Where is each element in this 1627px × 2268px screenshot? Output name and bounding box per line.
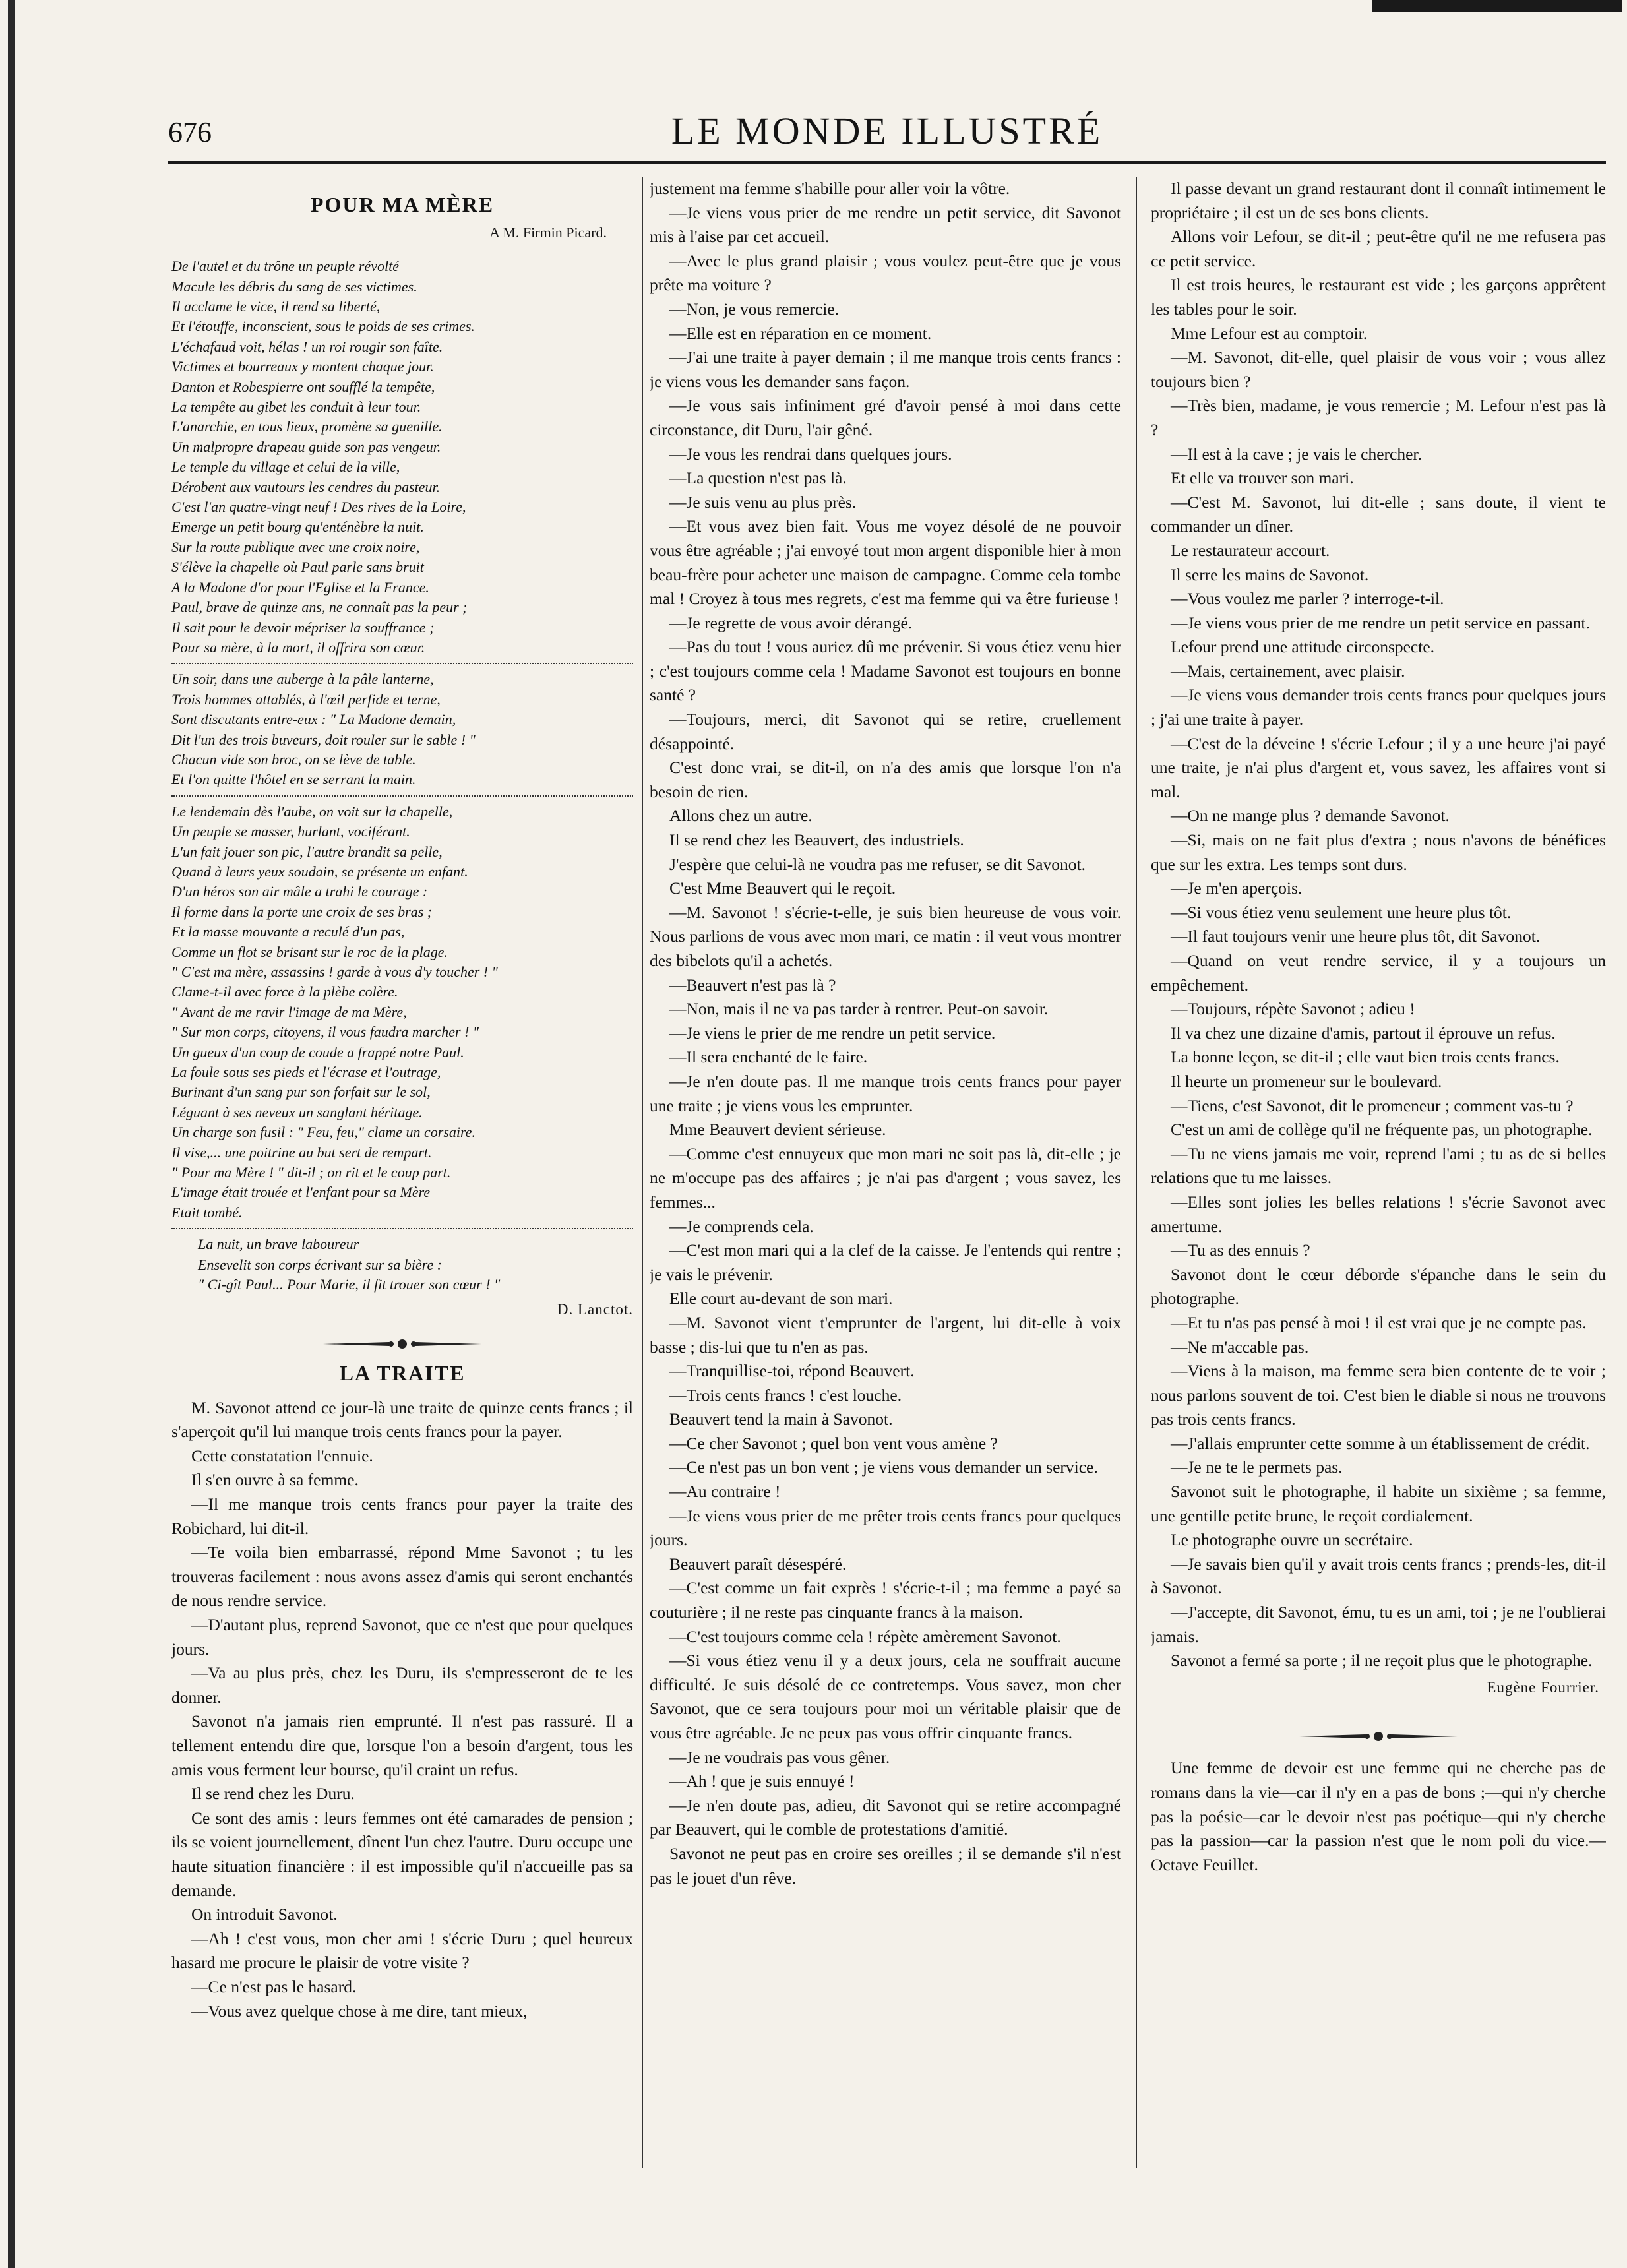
paragraph: —Elle est en réparation en ce moment. bbox=[669, 323, 932, 343]
paragraph: —Je viens vous prier de me prêter trois cents francs pour quelques jours. bbox=[650, 1506, 1121, 1550]
poem-line: Un malpropre drapeau guide son pas vengeur. bbox=[171, 438, 441, 455]
poem-stanza-4 bbox=[171, 1235, 633, 1295]
paragraph: —Il me manque trois cents francs pour payer la traite des Robichard, lui dit-il. bbox=[171, 1494, 633, 1538]
page-number: 676 bbox=[168, 116, 212, 148]
poem-signature: D. Lanctot. bbox=[557, 1301, 633, 1318]
dotted-separator bbox=[171, 795, 633, 797]
paragraph: —Non, mais il ne va pas tarder à rentrer. Peut-on savoir. bbox=[669, 999, 1049, 1019]
poem-line: Il vise,... une poitrine au but sert de rempart. bbox=[171, 1144, 432, 1161]
paragraph: Savonot dont le cœur déborde s'épanche dans le sein du photographe. bbox=[1151, 1264, 1606, 1308]
paragraph: —Ah ! c'est vous, mon cher ami ! s'écrie Duru ; quel heureux hasard me procure le plaisir de votre visite ? bbox=[171, 1928, 633, 1973]
poem-line: Dérobent aux vautours les cendres du pasteur. bbox=[171, 478, 441, 495]
paragraph: C'est un ami de collège qu'il ne fréquente pas, un photographe. bbox=[1171, 1120, 1593, 1140]
poem-line: La nuit, un brave laboureur bbox=[198, 1236, 359, 1253]
paragraph: Il se rend chez les Beauvert, des industriels. bbox=[669, 830, 964, 850]
paragraph: —Je viens le prier de me rendre un petit service. bbox=[669, 1023, 996, 1043]
paragraph: —Toujours, merci, dit Savonot qui se retire, cruellement désappointé. bbox=[650, 710, 1121, 753]
paragraph: —Ce cher Savonot ; quel bon vent vous amène ? bbox=[669, 1433, 998, 1453]
page-left-edge bbox=[8, 0, 15, 2268]
paragraph: —Tiens, c'est Savonot, dit le promeneur ; comment vas-tu ? bbox=[1171, 1095, 1574, 1115]
paragraph: —Si vous étiez venu il y a deux jours, cela ne souffrait aucune difficulté. Je suis désolé de ce contretemps. Vous savez, mon cher Savonot, que ce sera toujours pour moi un véritable plaisir que de vous être agréable. Je ne peux pas vous offrir cinquante francs. bbox=[650, 1651, 1121, 1742]
paragraph: Ce sont des amis : leurs femmes ont été camarades de pension ; ils se voient journellement, dînent l'un chez l'autre. Duru occupe une haute situation financière : il est impossible qu'il n'accueille pas sa demande. bbox=[171, 1808, 633, 1900]
poem-line: " Avant de me ravir l'image de ma Mère, bbox=[171, 1003, 407, 1020]
paragraph: Il serre les mains de Savonot. bbox=[1171, 565, 1369, 584]
paragraph: —Comme c'est ennuyeux que mon mari ne soit pas là, dit-elle ; je ne m'occupe pas des affaires ; je n'ai pas d'argent ; vous savez, les femmes... bbox=[650, 1144, 1121, 1211]
paragraph: —Je savais bien qu'il y avait trois cents francs ; prends-les, dit-il à Savonot. bbox=[1151, 1554, 1606, 1598]
paragraph: —Et tu n'as pas pensé à moi ! il est vrai que je ne compte pas. bbox=[1171, 1312, 1587, 1332]
poem-line: A la Madone d'or pour l'Eglise et la France. bbox=[171, 578, 429, 596]
paragraph: justement ma femme s'habille pour aller voir la vôtre. bbox=[650, 179, 1010, 198]
paragraph: On introduit Savonot. bbox=[191, 1905, 338, 1924]
dotted-separator bbox=[171, 663, 633, 664]
paragraph: —Au contraire ! bbox=[669, 1482, 781, 1502]
paragraph: Lefour prend une attitude circonspecte. bbox=[1171, 637, 1435, 657]
paragraph: —C'est M. Savonot, lui dit-elle ; sans doute, il vient te commander un dîner. bbox=[1151, 492, 1606, 536]
paragraph: —Il sera enchanté de le faire. bbox=[669, 1047, 868, 1067]
poem-dedication: A M. Firmin Picard. bbox=[489, 224, 607, 241]
paragraph: —Il est à la cave ; je vais le chercher. bbox=[1171, 444, 1422, 464]
column-divider bbox=[1136, 177, 1137, 2168]
paragraph: —M. Savonot vient t'emprunter de l'argent, lui dit-elle à voix basse ; dis-lui que tu n'en as pas. bbox=[650, 1312, 1121, 1357]
paragraph: —On ne mange plus ? demande Savonot. bbox=[1171, 806, 1450, 826]
paragraph: —J'allais emprunter cette somme à un établissement de crédit. bbox=[1171, 1433, 1590, 1453]
poem-line: Il acclame le vice, il rend sa liberté, bbox=[171, 298, 381, 315]
poem-line: L'image était trouée et l'enfant pour sa Mère bbox=[171, 1184, 431, 1201]
poem-line: Sont discutants entre-eux : " La Madone demain, bbox=[171, 711, 456, 728]
paragraph: —Te voila bien embarrassé, répond Mme Savonot ; tu les trouveras facilement : nous avons assez d'amis qui seront enchantés de nous rendre service. bbox=[171, 1543, 633, 1610]
poem-line: Danton et Robespierre ont soufflé la tempête, bbox=[171, 378, 435, 395]
paragraph: —Je viens vous prier de me rendre un petit service en passant. bbox=[1171, 613, 1590, 632]
paragraph: —Toujours, répète Savonot ; adieu ! bbox=[1171, 999, 1415, 1019]
poem-line: Il forme dans la porte une croix de ses bras ; bbox=[171, 903, 433, 920]
poem-stanza-3 bbox=[171, 802, 633, 1223]
paragraph: Beauvert tend la main à Savonot. bbox=[669, 1409, 893, 1429]
paragraph: —C'est comme un fait exprès ! s'écrie-t-il ; ma femme a payé sa couturière ; il ne reste pas cinquante francs à la maison. bbox=[650, 1578, 1121, 1622]
poem-title: POUR MA MÈRE bbox=[310, 193, 495, 216]
paragraph: —Je n'en doute pas, adieu, dit Savonot qui se retire accompagné par Beauvert, qui le comble de protestations d'amitié. bbox=[650, 1795, 1121, 1839]
poem-line: C'est l'an quatre-vingt neuf ! Des rives de la Loire, bbox=[171, 499, 466, 516]
poem-line: Léguant à ses neveux un sanglant héritage. bbox=[171, 1103, 423, 1120]
poem-line: S'élève la chapelle où Paul parle sans bruit bbox=[171, 559, 424, 576]
story-col2-text bbox=[650, 201, 1121, 1891]
poem-line: Et la masse mouvante a reculé d'un pas, bbox=[171, 923, 405, 940]
ornament-divider bbox=[1299, 1730, 1458, 1743]
paragraph: —Et vous avez bien fait. Vous me voyez désolé de ne pouvoir vous être agréable ; j'ai envoyé tout mon argent disponible hier à mon beau-frère pour acheter une maison de campagne. Comme cela tombe mal ! Croyez à tous mes regrets, c'est ma femme qui va être furieuse ! bbox=[650, 516, 1121, 609]
paragraph: —Je n'en doute pas. Il me manque trois cents francs pour payer une traite ; je viens vous les emprunter. bbox=[650, 1071, 1121, 1115]
poem-line: Un soir, dans une auberge à la pâle lanterne, bbox=[171, 671, 434, 688]
poem-line: " C'est ma mère, assassins ! garde à vous d'y toucher ! " bbox=[171, 964, 498, 980]
poem-line: Quand à leurs yeux soudain, se présente un enfant. bbox=[171, 863, 468, 880]
paragraph: Elle court au-devant de son mari. bbox=[669, 1289, 893, 1308]
poem-line: Et l'étouffe, inconscient, sous le poids de ses crimes. bbox=[171, 318, 475, 335]
ornament-divider bbox=[323, 1337, 481, 1351]
paragraph: —C'est de la déveine ! s'écrie Lefour ; il y a une heure j'ai payé une traite, je n'ai plus d'argent et, vous savez, les affaires vont si mal. bbox=[1151, 733, 1606, 801]
poem-line: Emerge un petit bourg qu'enténèbre la nuit. bbox=[171, 518, 424, 536]
poem-line: Dit l'un des trois buveurs, doit rouler sur le sable ! " bbox=[171, 731, 476, 748]
paragraph: —Beauvert n'est pas là ? bbox=[669, 975, 836, 995]
paragraph: —Tranquillise-toi, répond Beauvert. bbox=[669, 1361, 915, 1381]
paragraph: Allons chez un autre. bbox=[669, 806, 813, 826]
page-header bbox=[168, 109, 1606, 162]
paragraph: —C'est toujours comme cela ! répète amèrement Savonot. bbox=[669, 1626, 1061, 1646]
poem-line: Un gueux d'un coup de coude a frappé notre Paul. bbox=[171, 1043, 464, 1060]
paragraph: —Très bien, madame, je vous remercie ; M. Lefour n'est pas là ? bbox=[1151, 396, 1606, 439]
paragraph: —C'est mon mari qui a la clef de la caisse. Je l'entends qui rentre ; je vais le prévenir. bbox=[650, 1241, 1121, 1284]
paragraph: —Elles sont jolies les belles relations ! s'écrie Savonot avec amertume. bbox=[1151, 1192, 1606, 1236]
paragraph: Le restaurateur accourt. bbox=[1171, 540, 1330, 560]
paragraph: —J'ai une traite à payer demain ; il me manque trois cents francs : je viens vous les demander sans façon. bbox=[650, 348, 1121, 391]
paragraph: —Pas du tout ! vous auriez dû me prévenir. Si vous étiez venu hier ; c'est toujours comme cela ! Madame Savonot est toujours en bonne santé ? bbox=[650, 637, 1121, 705]
paragraph: —Je ne te le permets pas. bbox=[1171, 1457, 1343, 1477]
paragraph: Et elle va trouver son mari. bbox=[1171, 468, 1354, 488]
paragraph: —Je ne voudrais pas vous gêner. bbox=[669, 1747, 890, 1767]
poem-line: Un peuple se masser, hurlant, vociférant. bbox=[171, 823, 410, 840]
poem-line: Chacun vide son broc, on se lève de table. bbox=[171, 751, 416, 768]
paragraph: —La question n'est pas là. bbox=[669, 468, 847, 488]
paragraph: —Tu ne viens jamais me voir, reprend l'ami ; tu as de si belles relations que tu me laisses. bbox=[1151, 1144, 1606, 1188]
column-2 bbox=[650, 177, 1121, 2254]
paragraph: Cette constatation l'ennuie. bbox=[191, 1446, 373, 1465]
poem-stanza-1 bbox=[171, 257, 633, 658]
paragraph: —Ah ! que je suis ennuyé ! bbox=[669, 1771, 855, 1791]
paragraph: Allons voir Lefour, se dit-il ; peut-être qu'il ne me refusera pas ce petit service. bbox=[1151, 227, 1606, 270]
paragraph: Savonot suit le photographe, il habite un sixième ; sa femme, une gentille petite brune, le reçoit cordialement. bbox=[1151, 1482, 1606, 1525]
top-edge-bar bbox=[1372, 0, 1622, 12]
poem-line: Le temple du village et celui de la ville, bbox=[171, 458, 400, 475]
poem-line: L'anarchie, en tous lieux, promène sa guenille. bbox=[171, 418, 443, 435]
poem-line: Burinant d'un sang pur son forfait sur le sol, bbox=[171, 1084, 431, 1101]
paragraph: —M. Savonot, dit-elle, quel plaisir de vous voir ; vous allez toujours bien ? bbox=[1151, 348, 1606, 391]
paragraph: J'espère que celui-là ne voudra pas me refuser, se dit Savonot. bbox=[669, 854, 1086, 874]
paragraph: —Je regrette de vous avoir dérangé. bbox=[669, 613, 913, 632]
poem-line: Le lendemain dès l'aube, on voit sur la chapelle, bbox=[171, 803, 453, 820]
poem-line: Comme un flot se brisant sur le roc de la plage. bbox=[171, 943, 448, 960]
paragraph: —Ne m'accable pas. bbox=[1171, 1337, 1309, 1357]
paragraph: Il s'en ouvre à sa femme. bbox=[191, 1470, 359, 1490]
poem-line: Ensevelit son corps écrivant sur sa bière : bbox=[198, 1256, 443, 1273]
paragraph: —Je comprends cela. bbox=[669, 1216, 814, 1236]
paragraph: Beauvert paraît désespéré. bbox=[669, 1554, 847, 1574]
poem-line: " Ci-gît Paul... Pour Marie, il fit trouer son cœur ! " bbox=[198, 1276, 501, 1293]
paragraph: Savonot a fermé sa porte ; il ne reçoit plus que le photographe. bbox=[1171, 1651, 1593, 1670]
masthead: LE MONDE ILLUSTRÉ bbox=[671, 109, 1103, 152]
header-rule bbox=[168, 161, 1606, 164]
poem-line: Pour sa mère, à la mort, il offrira son cœur. bbox=[171, 638, 425, 656]
paragraph: —Va au plus près, chez les Duru, ils s'empresseront de te les donner. bbox=[171, 1663, 633, 1707]
poem-line: D'un héros son air mâle a trahi le courage : bbox=[171, 883, 428, 900]
paragraph: —Je viens vous prier de me rendre un petit service, dit Savonot mis à l'aise par cet accueil. bbox=[650, 202, 1121, 247]
poem-line: Il sait pour le devoir mépriser la souffrance ; bbox=[171, 619, 435, 636]
poem-line: Sur la route publique avec une croix noire, bbox=[171, 538, 420, 555]
story-title: LA TRAITE bbox=[339, 1361, 466, 1386]
paragraph: —Je vous sais infiniment gré d'avoir pensé à moi dans cette circonstance, dit Duru, l'air gêné. bbox=[650, 396, 1121, 439]
poem-line: Trois hommes attablés, à l'œil perfide et terne, bbox=[171, 690, 441, 708]
paragraph: —D'autant plus, reprend Savonot, que ce n'est que pour quelques jours. bbox=[171, 1615, 633, 1659]
poem-line: Etait tombé. bbox=[171, 1204, 243, 1221]
paragraph: Mme Lefour est au comptoir. bbox=[1171, 323, 1368, 343]
paragraph: —Vous avez quelque chose à me dire, tant mieux, bbox=[191, 2001, 528, 2021]
paragraph: —Si, mais on ne fait plus d'extra ; nous n'avons de bénéfices que sur les extra. Les temps sont durs. bbox=[1151, 830, 1606, 874]
column-1 bbox=[171, 177, 633, 2254]
poem-line: Paul, brave de quinze ans, ne connaît pas la peur ; bbox=[171, 599, 468, 616]
paragraph: Le photographe ouvre un secrétaire. bbox=[1171, 1530, 1413, 1550]
paragraph: Il heurte un promeneur sur le boulevard. bbox=[1171, 1071, 1442, 1091]
paragraph: M. Savonot attend ce jour-là une traite de quinze cents francs ; il s'aperçoit qu'il lui manque trois cents francs pour la payer. bbox=[171, 1397, 633, 1442]
paragraph: Savonot ne peut pas en croire ses oreilles ; il se demande s'il n'est pas le jouet d'un rêve. bbox=[650, 1843, 1121, 1887]
poem-line: " Pour ma Mère ! " dit-il ; on rit et le coup part. bbox=[171, 1164, 451, 1181]
paragraph: —Quand on veut rendre service, il y a toujours un empêchement. bbox=[1151, 951, 1606, 995]
paragraph: —Je suis venu au plus près. bbox=[669, 492, 857, 512]
paragraph: —Je m'en aperçois. bbox=[1171, 878, 1303, 898]
paragraph: Il passe devant un grand restaurant dont il connaît intimement le propriétaire ; il est un de ses bons clients. bbox=[1151, 179, 1606, 222]
paragraph: Il se rend chez les Duru. bbox=[191, 1784, 355, 1804]
paragraph: —Viens à la maison, ma femme sera bien contente de te voir ; nous parlons souvent de toi. C'est bien le diable si nous ne trouvons pas trois cents francs. bbox=[1151, 1361, 1606, 1429]
paragraph: La bonne leçon, se dit-il ; elle vaut bien trois cents francs. bbox=[1171, 1047, 1560, 1067]
paragraph: —Vous voulez me parler ? interroge-t-il. bbox=[1171, 589, 1444, 609]
paragraph: Savonot n'a jamais rien emprunté. Il n'est pas rassuré. Il a tellement entendu dire que, lorsque l'on a besoin d'argent, tous les amis vous ferment leur bourse, qu'il craint un refus. bbox=[171, 1711, 633, 1779]
paragraph: —Avec le plus grand plaisir ; vous voulez peut-être que je vous prête ma voiture ? bbox=[650, 251, 1121, 295]
paragraph: —Je viens vous demander trois cents francs pour quelques jours ; j'ai une traite à payer. bbox=[1151, 685, 1606, 729]
poem-line: Et l'on quitte l'hôtel en se serrant la main. bbox=[171, 771, 416, 788]
paragraph: —J'accepte, dit Savonot, ému, tu es un ami, toi ; je ne l'oublierai jamais. bbox=[1151, 1603, 1606, 1646]
story-col3-text bbox=[1151, 177, 1606, 1673]
paragraph: C'est Mme Beauvert qui le reçoit. bbox=[669, 878, 896, 898]
column-3 bbox=[1151, 177, 1606, 2254]
poem-line: " Sur mon corps, citoyens, il vous faudra marcher ! " bbox=[171, 1024, 479, 1041]
paragraph: —Si vous étiez venu seulement une heure plus tôt. bbox=[1171, 902, 1512, 922]
poem-line: Clame-t-il avec force à la plèbe colère. bbox=[171, 983, 398, 1000]
story-col1-text bbox=[171, 1396, 633, 2023]
paragraph: —Ce n'est pas le hasard. bbox=[191, 1977, 357, 1996]
paragraph: Il va chez une dizaine d'amis, partout il éprouve un refus. bbox=[1171, 1023, 1556, 1043]
poem-line: Victimes et bourreaux y montent chaque jour. bbox=[171, 358, 434, 375]
maxim-text: Une femme de devoir est une femme qui ne cherche pas de romans dans la vie—car il n'y en a pas de bons ;—qui n'y cherche pas la poésie—car le devoir n'est pas poétique—qui n'y cherche pas la passion—car la passion n'est que le nom poli du vice.—Octave Feuillet. bbox=[1151, 1758, 1606, 1874]
paragraph: C'est donc vrai, se dit-il, on n'a des amis que lorsque l'on n'a besoin de rien. bbox=[650, 758, 1121, 801]
poem-line: La tempête au gibet les conduit à leur tour. bbox=[171, 398, 421, 415]
paragraph: Il est trois heures, le restaurant est vide ; les garçons apprêtent les tables pour le soir. bbox=[1151, 275, 1606, 319]
poem-line: L'un fait jouer son pic, l'autre brandit sa pelle, bbox=[171, 843, 443, 860]
poem-line: Macule les débris du sang de ses victimes. bbox=[171, 278, 417, 295]
poem-line: De l'autel et du trône un peuple révolté bbox=[171, 258, 399, 275]
paragraph: —M. Savonot ! s'écrie-t-elle, je suis bien heureuse de vous voir. Nous parlions de vous avec mon mari, ce matin : il veut vous montrer des bibelots qu'il a achetés. bbox=[650, 902, 1121, 970]
poem-line: L'échafaud voit, hélas ! un roi rougir son faîte. bbox=[171, 338, 443, 355]
dotted-separator bbox=[171, 1228, 633, 1229]
paragraph: —Non, je vous remercie. bbox=[669, 299, 840, 319]
poem-line: La foule sous ses pieds et l'écrase et l'outrage, bbox=[171, 1064, 441, 1081]
column-divider bbox=[642, 177, 643, 2168]
paragraph: —Il faut toujours venir une heure plus tôt, dit Savonot. bbox=[1171, 927, 1541, 946]
paragraph: —Ce n'est pas un bon vent ; je viens vous demander un service. bbox=[669, 1457, 1098, 1477]
paragraph: —Tu as des ennuis ? bbox=[1171, 1241, 1310, 1260]
paragraph: —Trois cents francs ! c'est louche. bbox=[669, 1385, 902, 1405]
poem-stanza-2 bbox=[171, 669, 633, 789]
paragraph: Mme Beauvert devient sérieuse. bbox=[669, 1120, 886, 1140]
paragraph: —Mais, certainement, avec plaisir. bbox=[1171, 661, 1405, 681]
story-signature: Eugène Fourrier. bbox=[1487, 1678, 1599, 1696]
poem-line: Un charge son fusil : " Feu, feu," clame un corsaire. bbox=[171, 1124, 476, 1141]
paragraph: —Je vous les rendrai dans quelques jours. bbox=[669, 444, 952, 464]
